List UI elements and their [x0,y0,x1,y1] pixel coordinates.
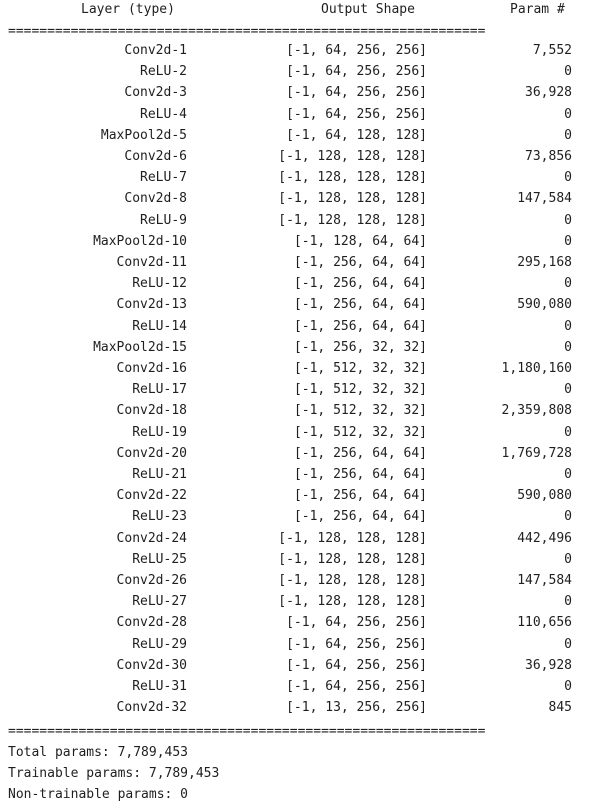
table-row [0,168,593,188]
table-row [0,83,593,103]
param-count: 1,180,160 [501,361,572,376]
layer-name: ReLU-2 [140,64,187,80]
output-shape: [-1, 512, 32, 32] [293,403,427,419]
output-shape: [-1, 13, 256, 256] [286,700,427,716]
table-row [0,253,593,273]
layer-name: Conv2d-26 [116,573,187,588]
table-row [0,189,593,209]
table-row [0,211,593,231]
layer-name: Conv2d-16 [116,361,187,376]
param-count: 0 [564,551,572,567]
table-row [0,635,593,655]
output-shape: [-1, 128, 128, 128] [278,573,427,588]
layer-name: Conv2d-13 [116,297,187,313]
output-shape: [-1, 512, 32, 32] [293,382,427,398]
output-shape: [-1, 256, 64, 64] [293,276,427,292]
output-shape: [-1, 64, 256, 256] [286,43,427,58]
param-count: 0 [564,276,572,292]
table-row [0,550,593,570]
table-row [0,105,593,125]
output-shape: [-1, 128, 128, 128] [278,191,427,207]
param-count: 147,584 [517,573,572,588]
table-row [0,507,593,527]
output-shape: [-1, 256, 64, 64] [293,509,427,525]
table-row [0,126,593,146]
output-shape: [-1, 128, 128, 128] [278,170,427,186]
table-row [0,338,593,358]
param-count: 0 [564,679,572,694]
output-shape: [-1, 512, 32, 32] [293,361,427,376]
output-shape: [-1, 128, 128, 128] [278,551,427,567]
trainable-params: Trainable params: 7,789,453 [8,766,220,781]
param-count: 0 [564,64,572,80]
param-count: 0 [564,339,572,355]
table-row [0,656,593,676]
table-row [0,571,593,591]
table-row [0,423,593,443]
layer-name: Conv2d-3 [124,85,187,101]
param-count: 36,928 [525,657,572,673]
param-count-header: Param # [510,2,565,17]
layer-name: Conv2d-8 [124,191,187,207]
output-shape: [-1, 256, 64, 64] [293,488,427,504]
output-shape: [-1, 128, 128, 128] [278,149,427,164]
table-header [0,0,593,20]
layer-name: MaxPool2d-5 [100,127,187,143]
param-count: 0 [564,467,572,482]
param-count: 295,168 [517,255,572,270]
table-row [0,147,593,167]
layer-name: MaxPool2d-15 [93,339,187,355]
layer-name: ReLU-12 [132,276,187,292]
param-count: 442,496 [517,530,572,546]
output-shape: [-1, 256, 64, 64] [293,467,427,482]
table-row [0,232,593,252]
output-shape: [-1, 64, 128, 128] [286,127,427,143]
table-row [0,698,593,718]
output-shape: [-1, 128, 64, 64] [293,233,427,249]
table-row [0,529,593,549]
table-row [0,317,593,337]
layer-name: ReLU-9 [140,212,187,228]
header-separator: ============================================================= [8,24,486,39]
layer-name: ReLU-31 [132,679,187,694]
layer-name: Conv2d-18 [116,403,187,419]
output-shape: [-1, 256, 64, 64] [293,318,427,334]
layer-name: ReLU-23 [132,509,187,525]
param-count: 7,552 [532,43,572,58]
layer-type-header: Layer (type) [81,2,175,17]
table-row [0,295,593,315]
param-count: 110,656 [517,615,572,631]
total-params: Total params: 7,789,453 [8,745,189,760]
output-shape: [-1, 64, 256, 256] [286,85,427,101]
layer-name: ReLU-14 [132,318,187,334]
layer-name: Conv2d-28 [116,615,187,631]
param-count: 0 [564,594,572,610]
layer-name: Conv2d-32 [116,700,187,716]
table-row [0,62,593,82]
table-row [0,359,593,379]
layer-name: ReLU-7 [140,170,187,186]
table-row [0,486,593,506]
output-shape: [-1, 256, 64, 64] [293,445,427,461]
param-count: 0 [564,509,572,525]
layer-name: ReLU-27 [132,594,187,610]
output-shape: [-1, 256, 64, 64] [293,297,427,313]
layer-name: Conv2d-1 [124,43,187,58]
param-count: 36,928 [525,85,572,101]
non-trainable-params: Non-trainable params: 0 [8,787,189,802]
param-count: 590,080 [517,297,572,313]
param-count: 590,080 [517,488,572,504]
layer-name: ReLU-17 [132,382,187,398]
layer-name: ReLU-25 [132,551,187,567]
param-count: 0 [564,170,572,186]
table-row [0,274,593,294]
layer-name: ReLU-4 [140,106,187,122]
param-count: 1,769,728 [501,445,572,461]
layer-name: Conv2d-6 [124,149,187,164]
output-shape: [-1, 512, 32, 32] [293,424,427,440]
table-row [0,41,593,61]
param-count: 0 [564,382,572,398]
param-count: 73,856 [525,149,572,164]
layer-name: ReLU-19 [132,424,187,440]
layer-name: Conv2d-30 [116,657,187,673]
output-shape: [-1, 64, 256, 256] [286,64,427,80]
param-count: 147,584 [517,191,572,207]
layer-name: Conv2d-11 [116,255,187,270]
output-shape: [-1, 64, 256, 256] [286,657,427,673]
output-shape: [-1, 64, 256, 256] [286,106,427,122]
table-row [0,465,593,485]
output-shape-header: Output Shape [321,2,415,17]
param-count: 0 [564,636,572,652]
layer-name: MaxPool2d-10 [93,233,187,249]
param-count: 0 [564,212,572,228]
param-count: 0 [564,106,572,122]
table-row [0,401,593,421]
param-count: 845 [548,700,572,716]
layer-name: Conv2d-22 [116,488,187,504]
output-shape: [-1, 64, 256, 256] [286,636,427,652]
param-count: 0 [564,318,572,334]
layer-name: Conv2d-20 [116,445,187,461]
output-shape: [-1, 128, 128, 128] [278,212,427,228]
output-shape: [-1, 64, 256, 256] [286,679,427,694]
output-shape: [-1, 256, 64, 64] [293,255,427,270]
output-shape: [-1, 128, 128, 128] [278,594,427,610]
layer-name: ReLU-29 [132,636,187,652]
param-count: 0 [564,424,572,440]
layer-name: Conv2d-24 [116,530,187,546]
table-row [0,592,593,612]
param-count: 0 [564,127,572,143]
param-count: 0 [564,233,572,249]
table-row [0,677,593,697]
table-row [0,380,593,400]
output-shape: [-1, 256, 32, 32] [293,339,427,355]
param-count: 2,359,808 [501,403,572,419]
output-shape: [-1, 128, 128, 128] [278,530,427,546]
footer-separator: ============================================================= [8,724,486,739]
table-row [0,444,593,464]
output-shape: [-1, 64, 256, 256] [286,615,427,631]
layer-name: ReLU-21 [132,467,187,482]
table-row [0,613,593,633]
